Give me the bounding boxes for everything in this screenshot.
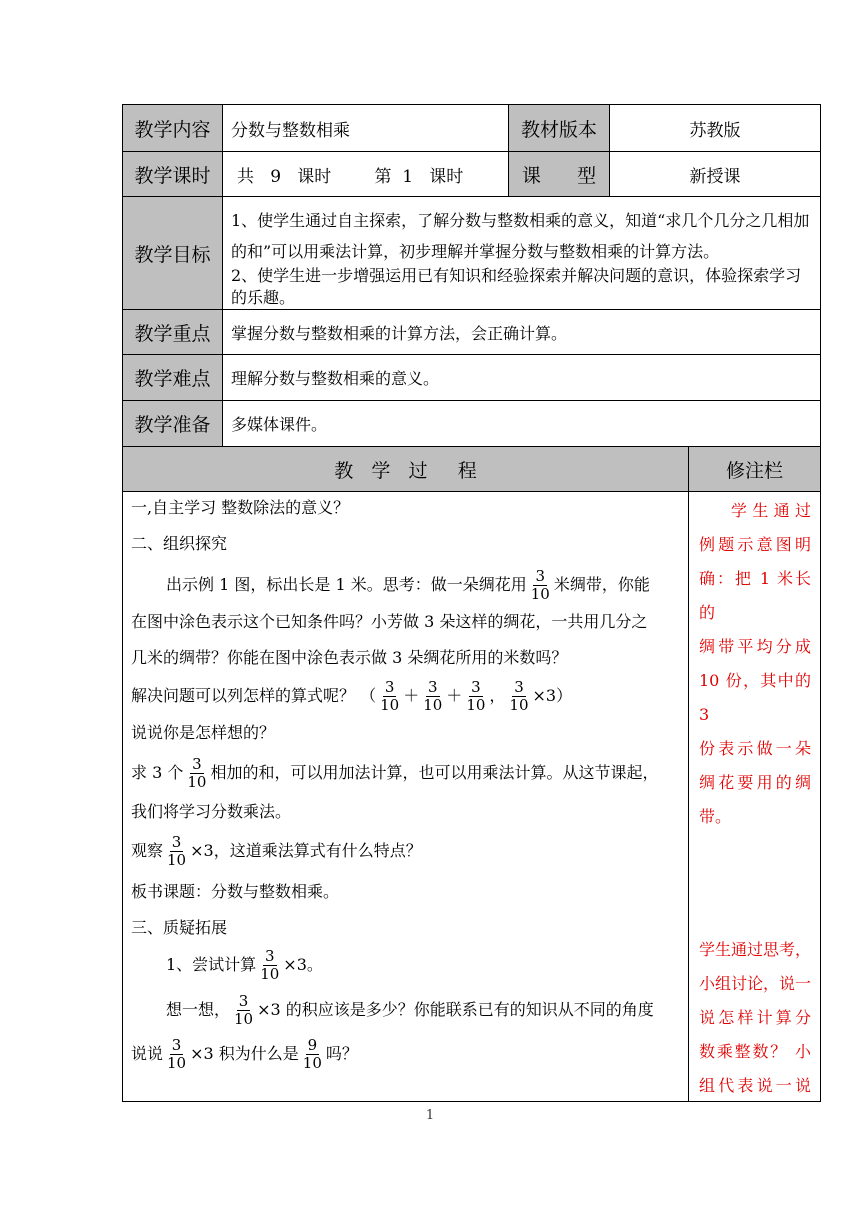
hours-value: 共 9 课时 第 1 课时 [223,152,509,197]
line-6-a: 解决问题可以列怎样的算式呢？ （ [131,686,377,705]
fraction-nine-tenths [301,1037,324,1072]
fraction [258,948,281,983]
fraction-num: 3 [238,991,249,1010]
prep-label: 教学准备 [123,401,223,447]
note-1 [699,494,811,834]
fraction-den: 10 [234,1009,254,1028]
fraction-den: 10 [167,850,187,869]
difficulty-label: 教学难点 [123,355,223,401]
comma: ， [489,686,506,705]
fraction-num: 3 [264,946,275,965]
difficulty-value: 理解分数与整数相乘的意义。 [223,355,821,401]
line-15 [131,1034,358,1074]
fraction [421,679,444,714]
note-1-line: 确：把 1 米长的 [699,569,811,622]
fraction-den: 10 [302,1053,322,1072]
note-2-line: 学生通过思考， [699,940,812,959]
note-1-line: 学生通过 [731,501,811,520]
note-2-line: 组代表说一说 [699,1076,811,1095]
edition-label: 教材版本 [509,105,610,152]
note-1-line: 绸带平均分成 [699,637,811,656]
fraction [464,679,487,714]
line-14 [166,990,654,1030]
fraction-num: 3 [471,677,481,696]
fraction-num: 3 [514,677,524,696]
edition-value: 苏教版 [610,105,821,152]
fraction-den: 10 [466,695,486,714]
line-14-a: 想一想， [166,1000,231,1019]
fraction-den: 10 [423,695,443,714]
goal-label: 教学目标 [123,197,223,310]
line-11: 板书课题：分数与整数相乘。 [131,882,340,901]
prep-value: 多媒体课件。 [223,401,821,447]
fraction-num: 3 [171,1035,182,1054]
fraction [378,679,401,714]
fraction-num: 9 [307,1035,318,1054]
fraction-num: 3 [535,566,546,585]
line-5: 几米的绸带？你能在图中涂色表示做 3 朵绸花所用的米数吗？ [131,648,568,667]
fraction [232,993,255,1028]
line-6 [131,676,572,716]
plus-sign: ＋ [403,686,420,705]
note-2-line: 小组讨论，说一 [699,974,812,993]
line-9: 我们将学习分数乘法。 [131,802,292,821]
content-label: 教学内容 [123,105,223,152]
goal-text [223,197,821,310]
fraction-den: 10 [380,695,400,714]
line-14-b: ×3 的积应该是多少？你能联系已有的知识从不同的角度 [257,1000,654,1019]
line-13-b: ×3。 [283,955,323,974]
fraction-den: 10 [509,695,529,714]
process-header: 教 学 过 程 [123,447,689,492]
fraction [165,834,188,869]
line-8 [131,753,658,793]
goal-1: 1、使学生通过自主探索，了解分数与整数相乘的意义，知道“求几个几分之几相加的和”可以用乘法计算，初步理解并掌握分数与整数相乘的计算方法。 [231,211,810,261]
fraction [185,756,208,791]
key-label: 教学重点 [123,310,223,355]
line-8-b: 相加的和，可以用加法计算，也可以用乘法计算。从这节课起， [210,763,659,782]
line-8-a: 求 3 个 [131,763,184,782]
note-1-line: 绸花要用的绸 [699,773,811,792]
fraction-num: 3 [427,677,438,696]
line-13 [166,945,323,985]
hours-label: 教学课时 [123,152,223,197]
line-10 [131,831,422,871]
line-13-a: 1、尝试计算 [166,955,257,974]
line-3 [166,565,650,605]
fraction-den: 10 [530,584,550,603]
line-10-b: ×3，这道乘法算式有什么特点？ [190,841,422,860]
line-15-c: 吗？ [325,1044,358,1063]
fraction [165,1037,188,1072]
line-4: 在图中涂色表示这个已知条件吗？小芳做 3 朵这样的绸花，一共用几分之 [131,612,648,631]
fraction-den: 10 [187,772,207,791]
line-1: 一,自主学习 整数除法的意义？ [131,498,350,517]
note-2-line: 说怎样计算分 [699,1008,811,1027]
type-value: 新授课 [610,152,821,197]
note-2 [699,933,811,1103]
line-15-a: 说说 [131,1044,164,1063]
times-three: ×3） [532,686,573,705]
key-value: 掌握分数与整数相乘的计算方法，会正确计算。 [223,310,821,355]
fraction-num: 3 [192,754,202,773]
type-label: 课 型 [509,152,610,197]
note-1-line: 例题示意图明 [699,535,811,554]
fraction-den: 10 [260,964,280,983]
note-1-line: 10 份，其中的 3 [699,671,811,724]
line-2: 二、组织探究 [131,534,228,553]
goal-2: 2、使学生进一步增强运用已有知识和经验探索并解决问题的意识，体验探索学习的乐趣。 [231,266,802,307]
line-10-a: 观察 [131,841,164,860]
line-3-b: 米绸带，你能 [553,575,650,594]
line-15-b: ×3 积为什么是 [190,1044,299,1063]
fraction [507,679,530,714]
line-12: 三、质疑拓展 [131,918,228,937]
note-2-line: 数乘整数？ 小 [699,1042,811,1061]
note-1-line: 份表示做一朵 [699,739,811,758]
fraction-num: 3 [171,832,182,851]
page-number: 1 [425,1108,435,1123]
fraction-den: 10 [167,1053,187,1072]
fraction [529,568,552,603]
line-7: 说说你是怎样想的？ [131,723,276,742]
notes-header: 修注栏 [689,447,821,492]
content-value: 分数与整数相乘 [223,105,509,152]
note-1-line: 带。 [699,807,732,826]
line-3-a: 出示例 1 图，标出长是 1 米。思考：做一朵绸花用 [166,575,527,594]
fraction-num: 3 [384,677,395,696]
plus-sign: ＋ [446,686,463,705]
